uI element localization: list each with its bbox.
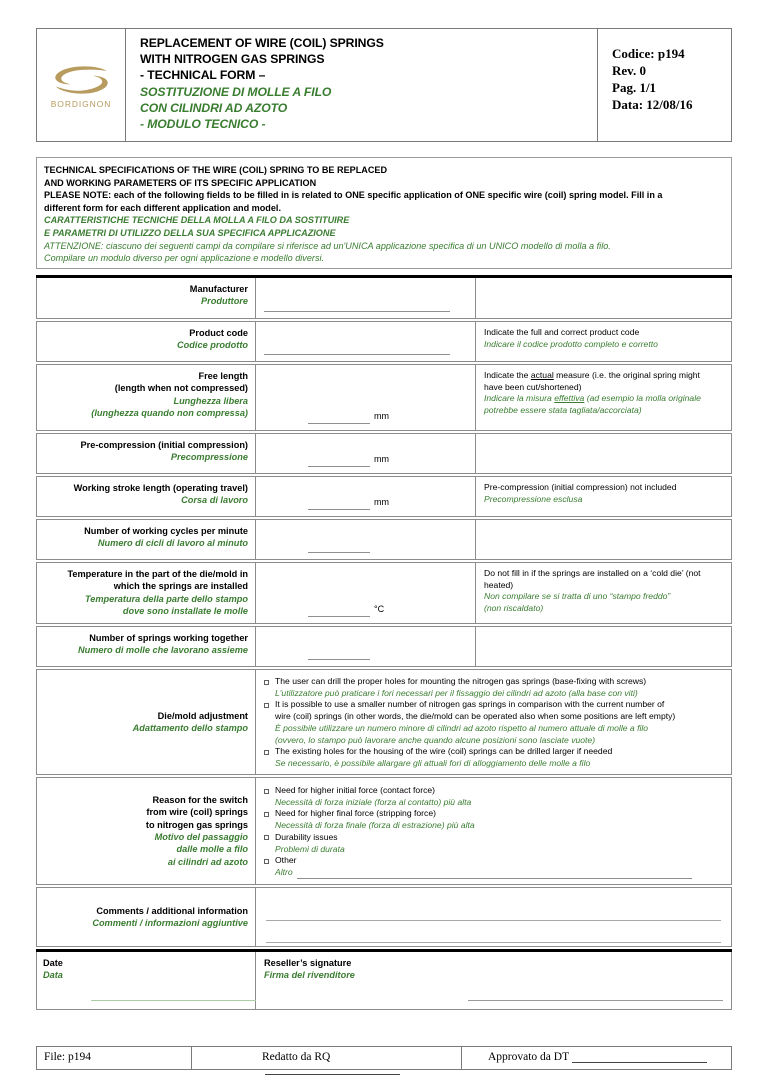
- label-it: Adattamento dello stampo: [132, 723, 248, 733]
- row-manufacturer-note: [476, 278, 731, 318]
- row-temperature-input-cell[interactable]: [256, 563, 476, 623]
- row-working-stroke-input-cell[interactable]: [256, 477, 476, 516]
- springs-together-input[interactable]: [308, 650, 370, 660]
- comment-line-1[interactable]: [266, 899, 721, 921]
- footer-file: File: p194: [37, 1047, 192, 1069]
- logo-wordmark: BORDIGNON: [50, 98, 112, 109]
- label-it: Produttore: [201, 296, 248, 307]
- label-en-2: from wire (coil) springs: [146, 807, 248, 818]
- label-it: Numero di cicli di lavoro al minuto: [97, 538, 248, 549]
- row-springs-together: [36, 626, 732, 667]
- label-it-2: (lunghezza quando non compressa): [91, 408, 248, 419]
- note-en-underlined: actual: [530, 370, 554, 380]
- label-it-3: ai cilindri ad azoto: [167, 856, 248, 867]
- note-en: Pre-compression (initial compression) not included: [484, 482, 677, 492]
- precompression-input[interactable]: [308, 457, 370, 467]
- note-en: Indicate the full and correct product code: [484, 327, 640, 337]
- label-it-1: Lunghezza libera: [173, 395, 248, 406]
- row-cycles-note: [476, 520, 731, 559]
- checkbox-option-fewer-springs[interactable]: [264, 699, 723, 746]
- company-logo: [37, 29, 126, 141]
- label-en-3: to nitrogen gas springs: [145, 819, 248, 830]
- note-en-a: Indicate the: [484, 370, 531, 380]
- approved-by-input[interactable]: [572, 1052, 707, 1063]
- checkbox-option-durability-issues[interactable]: [264, 832, 723, 855]
- technical-form-table: [36, 275, 732, 1010]
- row-reason-label: [37, 778, 256, 884]
- date-label-it: Data: [43, 970, 63, 980]
- date-cell[interactable]: [37, 952, 256, 1009]
- title-line-1: REPLACEMENT OF WIRE (COIL) SPRINGS: [140, 36, 384, 50]
- spec-line-2-it: E PARAMETRI DI UTILIZZO DELLA SUA SPECIFICA APPLICAZIONE: [44, 227, 336, 238]
- temperature-unit: °C: [374, 604, 385, 614]
- row-precompression-label: [37, 434, 256, 473]
- checkbox-option-higher-final-force[interactable]: [264, 808, 723, 831]
- note-en-b: measure (i.e. the original spring might: [553, 370, 700, 380]
- spec-line-1: TECHNICAL SPECIFICATIONS OF THE WIRE (COIL) SPRING TO BE REPLACED: [44, 165, 388, 175]
- signature-input[interactable]: [468, 1000, 723, 1001]
- option-en-1: The user can drill the proper holes for mounting the nitrogen gas springs (base-fixing with screws): [275, 676, 647, 686]
- row-comments-label: [37, 888, 256, 946]
- option-en: Durability issues: [275, 831, 338, 842]
- note-en-line-2: have been cut/shortened): [484, 381, 582, 392]
- row-product-code-input-cell[interactable]: [256, 322, 476, 361]
- row-die-adjustment-label: [37, 670, 256, 774]
- title-line-2: WITH NITROGEN GAS SPRINGS: [140, 52, 325, 67]
- manufacturer-input[interactable]: [264, 302, 450, 312]
- row-die-adjustment-options: [256, 670, 731, 774]
- cycles-input[interactable]: [308, 543, 370, 553]
- signature-label-it: Firma del rivenditore: [264, 970, 355, 980]
- spec-note-en-2: different form for each different application and model.: [44, 202, 281, 213]
- label-it-1: Motivo del passaggio: [154, 832, 248, 842]
- row-die-mold-adjustment: [36, 669, 732, 775]
- row-springs-together-label: [37, 627, 256, 666]
- row-temperature-label: [37, 563, 256, 623]
- option-en-1: It is possible to use a smaller number of nitrogen gas springs in comparison with the current number of: [275, 699, 665, 710]
- label-it: Numero di molle che lavorano assieme: [77, 645, 248, 656]
- row-temperature: [36, 562, 732, 624]
- label-en-2: which the springs are installed: [113, 581, 248, 592]
- free-length-input[interactable]: [308, 414, 370, 424]
- spec-note-en-1: PLEASE NOTE: each of the following fields to be filled in is related to ONE specific application of ONE specific wire (coil) spring model. Fill in a: [44, 190, 663, 201]
- spec-note-it-2: Compilare un modulo diverso per ogni applicazione e modello diversi.: [44, 253, 325, 264]
- note-it-2: (non riscaldato): [484, 602, 544, 613]
- note-en-line-1: [484, 370, 723, 382]
- note-it-line-1: [484, 393, 723, 405]
- title-line-6-it: - MODULO TECNICO -: [140, 117, 266, 132]
- option-it: Altro: [275, 866, 293, 877]
- row-manufacturer-input-cell[interactable]: [256, 278, 476, 318]
- working-stroke-input[interactable]: [308, 500, 370, 510]
- row-manufacturer: [36, 278, 732, 319]
- prepared-by-input[interactable]: [265, 1064, 400, 1075]
- label-en: Product code: [189, 328, 248, 338]
- row-precompression-note: [476, 434, 731, 473]
- option-en-2: wire (coil) springs (in other words, the die/mold can be operated also when some positions are left empty): [275, 711, 676, 722]
- label-en-1: Reason for the switch: [152, 794, 248, 805]
- checkbox-icon[interactable]: [264, 835, 269, 840]
- row-springs-together-input-cell[interactable]: [256, 627, 476, 666]
- option-it-1: Se necessario, è possibile allargare gli attuali fori di alloggiamento delle molle a filo: [275, 757, 591, 768]
- note-it-a: Indicare la misura: [484, 393, 555, 404]
- document-meta-block: [598, 29, 731, 141]
- option-it-1: L'utilizzatore può praticare i fori necessari per il fissaggio dei cilindri ad azoto (alla base con viti): [275, 687, 638, 698]
- row-manufacturer-label: [37, 278, 256, 318]
- row-free-length-input-cell[interactable]: [256, 365, 476, 430]
- spec-line-1-it: CARATTERISTICHE TECNICHE DELLA MOLLA A FILO DA SOSTITUIRE: [44, 215, 350, 226]
- bordignon-swoosh-icon: [48, 66, 114, 96]
- spec-line-2: AND WORKING PARAMETERS OF ITS SPECIFIC APPLICATION: [44, 177, 317, 188]
- row-comments: [36, 887, 732, 947]
- row-date-signature: [36, 952, 732, 1010]
- checkbox-icon[interactable]: [264, 812, 269, 817]
- label-en-2: (length when not compressed): [114, 383, 248, 394]
- other-reason-input[interactable]: [297, 870, 692, 879]
- label-en: Comments / additional information: [96, 905, 248, 916]
- footer-approved-by: [462, 1047, 731, 1069]
- doc-page: Pag. 1/1: [612, 80, 657, 95]
- row-product-code-note: [476, 322, 731, 361]
- row-comments-input-cell[interactable]: [256, 888, 731, 946]
- label-en: Number of working cycles per minute: [84, 526, 248, 536]
- row-reason-options: [256, 778, 731, 884]
- label-en: Working stroke length (operating travel): [73, 483, 248, 493]
- row-free-length-note: [476, 365, 731, 430]
- label-it-1: Temperatura della parte dello stampo: [84, 593, 248, 604]
- note-it: Precompressione esclusa: [484, 493, 583, 504]
- doc-date: Data: 12/08/16: [612, 97, 693, 112]
- row-free-length: [36, 364, 732, 431]
- option-en-1: The existing holes for the housing of the wire (coil) springs can be drilled larger if needed: [275, 746, 613, 757]
- document-footer: [36, 1046, 732, 1070]
- note-en-2: heated): [484, 579, 514, 590]
- label-en: Manufacturer: [189, 284, 248, 294]
- note-it-line-2: potrebbe essere stata tagliata/accorciata): [484, 404, 642, 415]
- checkbox-icon[interactable]: [264, 750, 269, 755]
- date-label-en: Date: [43, 958, 63, 968]
- row-cycles-label: [37, 520, 256, 559]
- title-line-3: - TECHNICAL FORM –: [140, 68, 266, 83]
- label-en: Number of springs working together: [89, 633, 248, 643]
- checkbox-option-enlarge-holes[interactable]: [264, 746, 723, 769]
- label-en-1: Temperature in the part of the die/mold in: [67, 569, 248, 579]
- row-working-stroke-note: [476, 477, 731, 516]
- row-product-code: [36, 321, 732, 362]
- label-it-2: dove sono installate le molle: [122, 606, 248, 617]
- checkbox-option-drill-holes[interactable]: [264, 676, 723, 699]
- footer-approved-label: Approvato da DT: [488, 1051, 570, 1063]
- doc-code: Codice: p194: [612, 46, 685, 61]
- checkbox-icon[interactable]: [264, 789, 269, 794]
- note-en-1: Do not fill in if the springs are installed on a ‘cold die’ (not: [484, 568, 701, 578]
- date-input[interactable]: [91, 1000, 256, 1001]
- row-working-stroke: [36, 476, 732, 517]
- signature-label-en: Reseller’s signature: [264, 958, 352, 968]
- label-it: Codice prodotto: [177, 340, 248, 351]
- option-it: Necessità di forza finale (forza di estrazione) più alta: [275, 820, 475, 831]
- row-free-length-label: [37, 365, 256, 430]
- row-temperature-note: [476, 563, 731, 623]
- option-it-2: (ovvero, lo stampo può lavorare anche quando alcune posizioni sono lasciate vuote): [275, 734, 596, 745]
- document-header: [36, 28, 732, 142]
- option-it: Problemi di durata: [275, 843, 345, 854]
- row-working-stroke-label: [37, 477, 256, 516]
- product-code-input[interactable]: [264, 345, 450, 355]
- label-it: Precompressione: [170, 452, 248, 463]
- comment-line-2[interactable]: [266, 921, 721, 943]
- spec-note-it-1: ATTENZIONE: ciascuno dei seguenti campi da compilare si riferisce ad un'UNICA applicazione specifica di un UNICO modello di molla a filo.: [44, 240, 611, 251]
- working-stroke-unit: mm: [374, 497, 389, 507]
- temperature-input[interactable]: [308, 607, 370, 617]
- label-en: Die/mold adjustment: [157, 710, 248, 721]
- label-en-1: Free length: [198, 371, 248, 381]
- title-line-4-it: SOSTITUZIONE DI MOLLE A FILO: [140, 84, 332, 99]
- note-it-underlined: effettiva: [554, 393, 585, 404]
- row-precompression: [36, 433, 732, 474]
- checkbox-option-higher-initial-force[interactable]: [264, 785, 723, 808]
- note-it: Indicare il codice prodotto completo e corretto: [484, 338, 658, 349]
- option-en: Other: [275, 855, 297, 866]
- checkbox-icon[interactable]: [264, 680, 269, 685]
- checkbox-icon[interactable]: [264, 703, 269, 708]
- label-en: Pre-compression (initial compression): [80, 440, 248, 450]
- row-product-code-label: [37, 322, 256, 361]
- row-springs-together-note: [476, 627, 731, 666]
- signature-cell[interactable]: [256, 952, 731, 1009]
- option-it-row: [275, 867, 723, 879]
- note-it-b: (ad esempio la molla originale: [584, 393, 701, 404]
- footer-prepared-label: Redatto da RQ: [262, 1051, 331, 1063]
- option-en: Need for higher initial force (contact force): [275, 785, 436, 795]
- document-title-block: [126, 29, 598, 141]
- checkbox-option-other[interactable]: [264, 855, 723, 878]
- option-it: Necessità di forza iniziale (forza al contatto) più alta: [275, 796, 472, 807]
- doc-revision: Rev. 0: [612, 63, 646, 78]
- free-length-unit: mm: [374, 411, 389, 421]
- option-it-1: È possibile utilizzare un numero minore di cilindri ad azoto rispetto al numero attuale di molle a filo: [275, 722, 649, 733]
- option-en: Need for higher final force (stripping force): [275, 808, 436, 819]
- row-precompression-input-cell[interactable]: [256, 434, 476, 473]
- precompression-unit: mm: [374, 454, 389, 464]
- note-it-1: Non compilare se si tratta di uno “stampo freddo”: [484, 591, 671, 602]
- title-line-5-it: CON CILINDRI AD AZOTO: [140, 100, 288, 115]
- row-reason-for-switch: [36, 777, 732, 885]
- row-cycles-input-cell[interactable]: [256, 520, 476, 559]
- label-it: Commenti / informazioni aggiuntive: [92, 918, 248, 928]
- label-it-2: dalle molle a filo: [176, 844, 248, 855]
- footer-prepared-by: [192, 1047, 462, 1069]
- row-cycles-per-minute: [36, 519, 732, 560]
- specifications-notice: [36, 157, 732, 269]
- label-it: Corsa di lavoro: [181, 495, 248, 506]
- checkbox-icon[interactable]: [264, 859, 269, 864]
